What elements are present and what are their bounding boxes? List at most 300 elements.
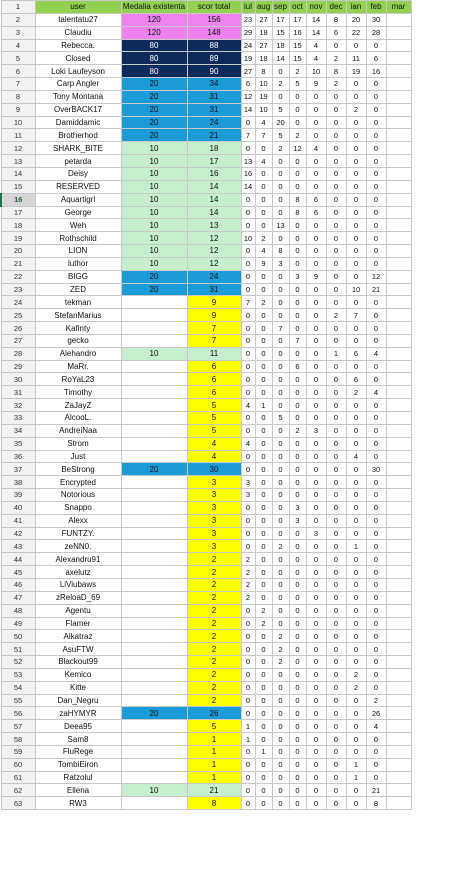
month-cell-mar[interactable] [386, 514, 411, 527]
row-number[interactable]: 35 [1, 437, 35, 450]
month-cell-oct[interactable]: 0 [289, 180, 306, 193]
month-cell-nov[interactable]: 0 [306, 373, 326, 386]
month-cell-aug[interactable]: 0 [255, 424, 272, 437]
month-cell-mar[interactable] [386, 206, 411, 219]
month-cell-oct[interactable]: 6 [289, 360, 306, 373]
month-cell-nov[interactable]: 0 [306, 578, 326, 591]
month-cell-mar[interactable] [386, 797, 411, 810]
row-number[interactable]: 53 [1, 668, 35, 681]
month-cell-nov[interactable]: 0 [306, 219, 326, 232]
month-cell-aug[interactable]: 2 [255, 604, 272, 617]
month-cell-mar[interactable] [386, 489, 411, 502]
month-cell-oct[interactable]: 3 [289, 514, 306, 527]
month-cell-iul[interactable]: 2 [241, 566, 255, 579]
user-cell[interactable]: Alexandru91 [35, 553, 121, 566]
header-cell-oct[interactable]: oct [289, 1, 306, 14]
month-cell-dec[interactable]: 0 [326, 617, 346, 630]
month-cell-nov[interactable]: 0 [306, 257, 326, 270]
score-cell[interactable]: 30 [187, 463, 241, 476]
month-cell-mar[interactable] [386, 103, 411, 116]
user-cell[interactable]: Claudiu [35, 26, 121, 39]
score-cell[interactable]: 1 [187, 733, 241, 746]
user-cell[interactable]: FUNTZY. [35, 527, 121, 540]
month-cell-ian[interactable]: 0 [346, 643, 366, 656]
month-cell-oct[interactable]: 8 [289, 206, 306, 219]
month-cell-nov[interactable]: 0 [306, 501, 326, 514]
month-cell-oct[interactable]: 0 [289, 103, 306, 116]
month-cell-sep[interactable]: 2 [272, 643, 289, 656]
month-cell-ian[interactable]: 0 [346, 334, 366, 347]
month-cell-dec[interactable]: 0 [326, 745, 346, 758]
month-cell-iul[interactable]: 0 [241, 604, 255, 617]
user-cell[interactable]: AsuFTW [35, 643, 121, 656]
month-cell-oct[interactable]: 0 [289, 591, 306, 604]
month-cell-dec[interactable]: 0 [326, 566, 346, 579]
month-cell-ian[interactable]: 0 [346, 604, 366, 617]
medal-cell[interactable]: 10 [121, 219, 187, 232]
score-cell[interactable]: 2 [187, 566, 241, 579]
month-cell-iul[interactable]: 0 [241, 758, 255, 771]
month-cell-feb[interactable]: 0 [366, 501, 386, 514]
row-number[interactable]: 22 [1, 270, 35, 283]
medal-cell[interactable] [121, 373, 187, 386]
month-cell-ian[interactable]: 0 [346, 527, 366, 540]
user-cell[interactable]: RoYaL23 [35, 373, 121, 386]
month-cell-iul[interactable]: 0 [241, 334, 255, 347]
month-cell-iul[interactable]: 0 [241, 322, 255, 335]
month-cell-iul[interactable]: 2 [241, 553, 255, 566]
score-cell[interactable]: 26 [187, 707, 241, 720]
medal-cell[interactable] [121, 668, 187, 681]
month-cell-iul[interactable]: 4 [241, 399, 255, 412]
month-cell-nov[interactable]: 0 [306, 309, 326, 322]
month-cell-dec[interactable]: 0 [326, 424, 346, 437]
month-cell-ian[interactable]: 0 [346, 90, 366, 103]
month-cell-ian[interactable]: 2 [346, 681, 366, 694]
month-cell-dec[interactable]: 0 [326, 103, 346, 116]
month-cell-nov[interactable]: 3 [306, 424, 326, 437]
month-cell-feb[interactable]: 0 [366, 437, 386, 450]
month-cell-aug[interactable]: 0 [255, 553, 272, 566]
month-cell-dec[interactable]: 0 [326, 155, 346, 168]
month-cell-nov[interactable]: 0 [306, 489, 326, 502]
month-cell-sep[interactable]: 0 [272, 360, 289, 373]
month-cell-aug[interactable]: 0 [255, 578, 272, 591]
month-cell-dec[interactable]: 0 [326, 463, 346, 476]
month-cell-sep[interactable]: 14 [272, 52, 289, 65]
row-number[interactable]: 62 [1, 784, 35, 797]
user-cell[interactable]: Deisy [35, 167, 121, 180]
month-cell-mar[interactable] [386, 501, 411, 514]
row-number[interactable]: 39 [1, 489, 35, 502]
month-cell-sep[interactable]: 0 [272, 733, 289, 746]
month-cell-dec[interactable]: 0 [326, 334, 346, 347]
month-cell-oct[interactable]: 0 [289, 784, 306, 797]
score-cell[interactable]: 12 [187, 257, 241, 270]
month-cell-feb[interactable]: 0 [366, 39, 386, 52]
month-cell-mar[interactable] [386, 412, 411, 425]
month-cell-aug[interactable]: 0 [255, 360, 272, 373]
month-cell-iul[interactable]: 3 [241, 476, 255, 489]
month-cell-feb[interactable]: 0 [366, 681, 386, 694]
month-cell-aug[interactable]: 0 [255, 193, 272, 206]
month-cell-oct[interactable]: 0 [289, 296, 306, 309]
row-number[interactable]: 14 [1, 167, 35, 180]
month-cell-ian[interactable]: 1 [346, 758, 366, 771]
month-cell-ian[interactable]: 0 [346, 707, 366, 720]
month-cell-feb[interactable]: 0 [366, 553, 386, 566]
month-cell-dec[interactable]: 0 [326, 296, 346, 309]
medal-cell[interactable]: 20 [121, 707, 187, 720]
row-number[interactable]: 38 [1, 476, 35, 489]
user-cell[interactable]: Aquartigrl [35, 193, 121, 206]
month-cell-mar[interactable] [386, 733, 411, 746]
month-cell-oct[interactable]: 0 [289, 656, 306, 669]
month-cell-oct[interactable]: 17 [289, 13, 306, 26]
month-cell-dec[interactable]: 0 [326, 360, 346, 373]
month-cell-ian[interactable]: 0 [346, 296, 366, 309]
user-cell[interactable]: AndreiNaa [35, 424, 121, 437]
medal-cell[interactable] [121, 694, 187, 707]
month-cell-dec[interactable]: 0 [326, 257, 346, 270]
month-cell-sep[interactable]: 0 [272, 668, 289, 681]
month-cell-feb[interactable]: 0 [366, 527, 386, 540]
month-cell-nov[interactable]: 0 [306, 733, 326, 746]
month-cell-iul[interactable]: 0 [241, 206, 255, 219]
month-cell-ian[interactable]: 0 [346, 232, 366, 245]
score-cell[interactable]: 5 [187, 720, 241, 733]
score-cell[interactable]: 3 [187, 514, 241, 527]
month-cell-dec[interactable]: 8 [326, 13, 346, 26]
month-cell-ian[interactable]: 0 [346, 360, 366, 373]
month-cell-feb[interactable]: 0 [366, 129, 386, 142]
month-cell-nov[interactable]: 0 [306, 296, 326, 309]
medal-cell[interactable] [121, 630, 187, 643]
month-cell-nov[interactable]: 0 [306, 784, 326, 797]
month-cell-iul[interactable]: 2 [241, 578, 255, 591]
medal-cell[interactable] [121, 424, 187, 437]
header-cell-feb[interactable]: feb [366, 1, 386, 14]
user-cell[interactable]: Loki Laufeyson [35, 65, 121, 78]
month-cell-aug[interactable]: 18 [255, 26, 272, 39]
row-number[interactable]: 28 [1, 347, 35, 360]
row-number[interactable]: 55 [1, 694, 35, 707]
month-cell-feb[interactable]: 0 [366, 450, 386, 463]
month-cell-sep[interactable]: 0 [272, 180, 289, 193]
medal-cell[interactable] [121, 720, 187, 733]
month-cell-dec[interactable]: 0 [326, 412, 346, 425]
month-cell-feb[interactable]: 0 [366, 604, 386, 617]
month-cell-ian[interactable]: 0 [346, 553, 366, 566]
month-cell-dec[interactable]: 0 [326, 758, 346, 771]
row-number[interactable]: 46 [1, 578, 35, 591]
month-cell-oct[interactable]: 0 [289, 733, 306, 746]
month-cell-mar[interactable] [386, 720, 411, 733]
month-cell-iul[interactable]: 0 [241, 424, 255, 437]
month-cell-nov[interactable]: 0 [306, 617, 326, 630]
month-cell-dec[interactable]: 0 [326, 39, 346, 52]
month-cell-dec[interactable]: 0 [326, 656, 346, 669]
month-cell-aug[interactable]: 0 [255, 142, 272, 155]
month-cell-mar[interactable] [386, 232, 411, 245]
month-cell-ian[interactable]: 0 [346, 566, 366, 579]
month-cell-oct[interactable]: 0 [289, 309, 306, 322]
medal-cell[interactable]: 20 [121, 103, 187, 116]
month-cell-oct[interactable]: 0 [289, 232, 306, 245]
row-number[interactable]: 26 [1, 322, 35, 335]
month-cell-iul[interactable]: 0 [241, 219, 255, 232]
month-cell-mar[interactable] [386, 116, 411, 129]
month-cell-nov[interactable]: 10 [306, 65, 326, 78]
month-cell-sep[interactable]: 15 [272, 26, 289, 39]
month-cell-iul[interactable]: 2 [241, 591, 255, 604]
header-cell-nov[interactable]: nov [306, 1, 326, 14]
medal-cell[interactable] [121, 322, 187, 335]
month-cell-nov[interactable]: 0 [306, 167, 326, 180]
month-cell-ian[interactable]: 0 [346, 219, 366, 232]
month-cell-ian[interactable]: 0 [346, 167, 366, 180]
month-cell-aug[interactable]: 2 [255, 617, 272, 630]
score-cell[interactable]: 2 [187, 656, 241, 669]
month-cell-aug[interactable]: 1 [255, 745, 272, 758]
row-number[interactable]: 52 [1, 656, 35, 669]
month-cell-iul[interactable]: 0 [241, 412, 255, 425]
month-cell-mar[interactable] [386, 386, 411, 399]
medal-cell[interactable] [121, 476, 187, 489]
month-cell-feb[interactable]: 0 [366, 334, 386, 347]
month-cell-mar[interactable] [386, 26, 411, 39]
user-cell[interactable]: axelutz [35, 566, 121, 579]
month-cell-iul[interactable]: 0 [241, 270, 255, 283]
header-cell-dec[interactable]: dec [326, 1, 346, 14]
row-number[interactable]: 1 [1, 1, 35, 14]
score-cell[interactable]: 89 [187, 52, 241, 65]
score-cell[interactable]: 31 [187, 283, 241, 296]
month-cell-feb[interactable]: 26 [366, 707, 386, 720]
user-cell[interactable]: Just [35, 450, 121, 463]
medal-cell[interactable] [121, 514, 187, 527]
month-cell-ian[interactable]: 11 [346, 52, 366, 65]
month-cell-sep[interactable]: 0 [272, 399, 289, 412]
medal-cell[interactable] [121, 386, 187, 399]
score-cell[interactable]: 31 [187, 90, 241, 103]
month-cell-dec[interactable]: 0 [326, 270, 346, 283]
month-cell-ian[interactable]: 1 [346, 540, 366, 553]
month-cell-sep[interactable]: 0 [272, 270, 289, 283]
month-cell-dec[interactable]: 0 [326, 591, 346, 604]
month-cell-aug[interactable]: 0 [255, 476, 272, 489]
row-number[interactable]: 25 [1, 309, 35, 322]
month-cell-iul[interactable]: 0 [241, 771, 255, 784]
month-cell-oct[interactable]: 0 [289, 707, 306, 720]
month-cell-sep[interactable]: 0 [272, 463, 289, 476]
user-cell[interactable]: Closed [35, 52, 121, 65]
user-cell[interactable]: Agentu [35, 604, 121, 617]
month-cell-iul[interactable]: 0 [241, 668, 255, 681]
month-cell-feb[interactable]: 0 [366, 591, 386, 604]
month-cell-ian[interactable]: 0 [346, 257, 366, 270]
month-cell-ian[interactable]: 0 [346, 78, 366, 91]
month-cell-aug[interactable]: 9 [255, 257, 272, 270]
row-number[interactable]: 50 [1, 630, 35, 643]
month-cell-ian[interactable]: 0 [346, 514, 366, 527]
month-cell-aug[interactable]: 0 [255, 463, 272, 476]
month-cell-aug[interactable]: 0 [255, 334, 272, 347]
row-number[interactable]: 36 [1, 450, 35, 463]
month-cell-feb[interactable]: 0 [366, 643, 386, 656]
month-cell-dec[interactable]: 0 [326, 116, 346, 129]
month-cell-aug[interactable]: 2 [255, 232, 272, 245]
month-cell-aug[interactable]: 0 [255, 707, 272, 720]
month-cell-aug[interactable]: 0 [255, 514, 272, 527]
medal-cell[interactable]: 10 [121, 257, 187, 270]
medal-cell[interactable] [121, 591, 187, 604]
row-number[interactable]: 49 [1, 617, 35, 630]
score-cell[interactable]: 14 [187, 206, 241, 219]
month-cell-aug[interactable]: 19 [255, 90, 272, 103]
month-cell-feb[interactable]: 0 [366, 540, 386, 553]
month-cell-nov[interactable]: 0 [306, 566, 326, 579]
month-cell-dec[interactable]: 2 [326, 309, 346, 322]
score-cell[interactable]: 2 [187, 630, 241, 643]
month-cell-mar[interactable] [386, 758, 411, 771]
month-cell-ian[interactable]: 0 [346, 206, 366, 219]
month-cell-feb[interactable]: 0 [366, 90, 386, 103]
medal-cell[interactable]: 20 [121, 90, 187, 103]
month-cell-feb[interactable]: 21 [366, 784, 386, 797]
month-cell-dec[interactable]: 0 [326, 797, 346, 810]
medal-cell[interactable]: 10 [121, 232, 187, 245]
month-cell-dec[interactable]: 0 [326, 604, 346, 617]
month-cell-dec[interactable]: 0 [326, 386, 346, 399]
medal-cell[interactable] [121, 617, 187, 630]
score-cell[interactable]: 4 [187, 437, 241, 450]
medal-cell[interactable] [121, 656, 187, 669]
month-cell-iul[interactable]: 0 [241, 360, 255, 373]
month-cell-sep[interactable]: 0 [272, 296, 289, 309]
user-cell[interactable]: SHARK_BITE [35, 142, 121, 155]
medal-cell[interactable] [121, 797, 187, 810]
month-cell-iul[interactable]: 0 [241, 386, 255, 399]
medal-cell[interactable]: 20 [121, 463, 187, 476]
month-cell-iul[interactable]: 0 [241, 116, 255, 129]
month-cell-iul[interactable]: 0 [241, 450, 255, 463]
month-cell-ian[interactable]: 0 [346, 270, 366, 283]
month-cell-iul[interactable]: 12 [241, 90, 255, 103]
month-cell-iul[interactable]: 0 [241, 309, 255, 322]
month-cell-feb[interactable]: 0 [366, 745, 386, 758]
medal-cell[interactable]: 80 [121, 65, 187, 78]
user-cell[interactable]: ZaJayZ [35, 399, 121, 412]
user-cell[interactable]: Deea95 [35, 720, 121, 733]
score-cell[interactable]: 88 [187, 39, 241, 52]
user-cell[interactable]: zaHYMYR [35, 707, 121, 720]
month-cell-sep[interactable]: 0 [272, 797, 289, 810]
month-cell-mar[interactable] [386, 656, 411, 669]
month-cell-oct[interactable]: 0 [289, 219, 306, 232]
month-cell-sep[interactable]: 0 [272, 206, 289, 219]
month-cell-mar[interactable] [386, 142, 411, 155]
medal-cell[interactable] [121, 309, 187, 322]
row-number[interactable]: 3 [1, 26, 35, 39]
month-cell-mar[interactable] [386, 334, 411, 347]
medal-cell[interactable] [121, 399, 187, 412]
month-cell-sep[interactable]: 0 [272, 553, 289, 566]
month-cell-feb[interactable]: 0 [366, 206, 386, 219]
medal-cell[interactable]: 20 [121, 78, 187, 91]
month-cell-oct[interactable]: 0 [289, 578, 306, 591]
month-cell-iul[interactable]: 14 [241, 180, 255, 193]
user-cell[interactable]: talentatu27 [35, 13, 121, 26]
month-cell-mar[interactable] [386, 283, 411, 296]
month-cell-feb[interactable]: 0 [366, 296, 386, 309]
month-cell-iul[interactable]: 0 [241, 617, 255, 630]
score-cell[interactable]: 2 [187, 681, 241, 694]
month-cell-feb[interactable]: 0 [366, 412, 386, 425]
score-cell[interactable]: 24 [187, 270, 241, 283]
header-cell-ian[interactable]: ian [346, 1, 366, 14]
user-cell[interactable]: Strom [35, 437, 121, 450]
month-cell-nov[interactable]: 0 [306, 656, 326, 669]
month-cell-mar[interactable] [386, 694, 411, 707]
month-cell-oct[interactable]: 15 [289, 52, 306, 65]
user-cell[interactable]: StefanMarius [35, 309, 121, 322]
month-cell-nov[interactable]: 0 [306, 180, 326, 193]
row-number[interactable]: 37 [1, 463, 35, 476]
month-cell-sep[interactable]: 0 [272, 566, 289, 579]
month-cell-sep[interactable]: 0 [272, 745, 289, 758]
month-cell-mar[interactable] [386, 668, 411, 681]
month-cell-nov[interactable]: 6 [306, 206, 326, 219]
month-cell-dec[interactable]: 0 [326, 206, 346, 219]
month-cell-aug[interactable]: 0 [255, 771, 272, 784]
month-cell-oct[interactable]: 0 [289, 527, 306, 540]
row-number[interactable]: 56 [1, 707, 35, 720]
month-cell-ian[interactable]: 0 [346, 155, 366, 168]
header-cell-user[interactable]: user [35, 1, 121, 14]
user-cell[interactable]: Kemico [35, 668, 121, 681]
month-cell-dec[interactable]: 2 [326, 78, 346, 91]
month-cell-mar[interactable] [386, 129, 411, 142]
row-number[interactable]: 31 [1, 386, 35, 399]
month-cell-dec[interactable]: 0 [326, 142, 346, 155]
month-cell-oct[interactable]: 0 [289, 540, 306, 553]
header-cell-sep[interactable]: sep [272, 1, 289, 14]
month-cell-feb[interactable]: 0 [366, 733, 386, 746]
medal-cell[interactable]: 10 [121, 206, 187, 219]
month-cell-sep[interactable]: 5 [272, 412, 289, 425]
month-cell-feb[interactable]: 2 [366, 694, 386, 707]
month-cell-iul[interactable]: 24 [241, 39, 255, 52]
month-cell-oct[interactable]: 0 [289, 463, 306, 476]
row-number[interactable]: 54 [1, 681, 35, 694]
user-cell[interactable]: George [35, 206, 121, 219]
month-cell-ian[interactable]: 0 [346, 745, 366, 758]
score-cell[interactable]: 3 [187, 527, 241, 540]
month-cell-feb[interactable]: 6 [366, 52, 386, 65]
month-cell-dec[interactable]: 0 [326, 283, 346, 296]
month-cell-aug[interactable]: 0 [255, 412, 272, 425]
month-cell-dec[interactable]: 0 [326, 90, 346, 103]
month-cell-ian[interactable]: 0 [346, 193, 366, 206]
header-cell-iul[interactable]: iul [241, 1, 255, 14]
month-cell-feb[interactable]: 0 [366, 424, 386, 437]
month-cell-mar[interactable] [386, 591, 411, 604]
month-cell-ian[interactable]: 6 [346, 373, 366, 386]
month-cell-iul[interactable]: 19 [241, 52, 255, 65]
month-cell-mar[interactable] [386, 257, 411, 270]
month-cell-mar[interactable] [386, 52, 411, 65]
